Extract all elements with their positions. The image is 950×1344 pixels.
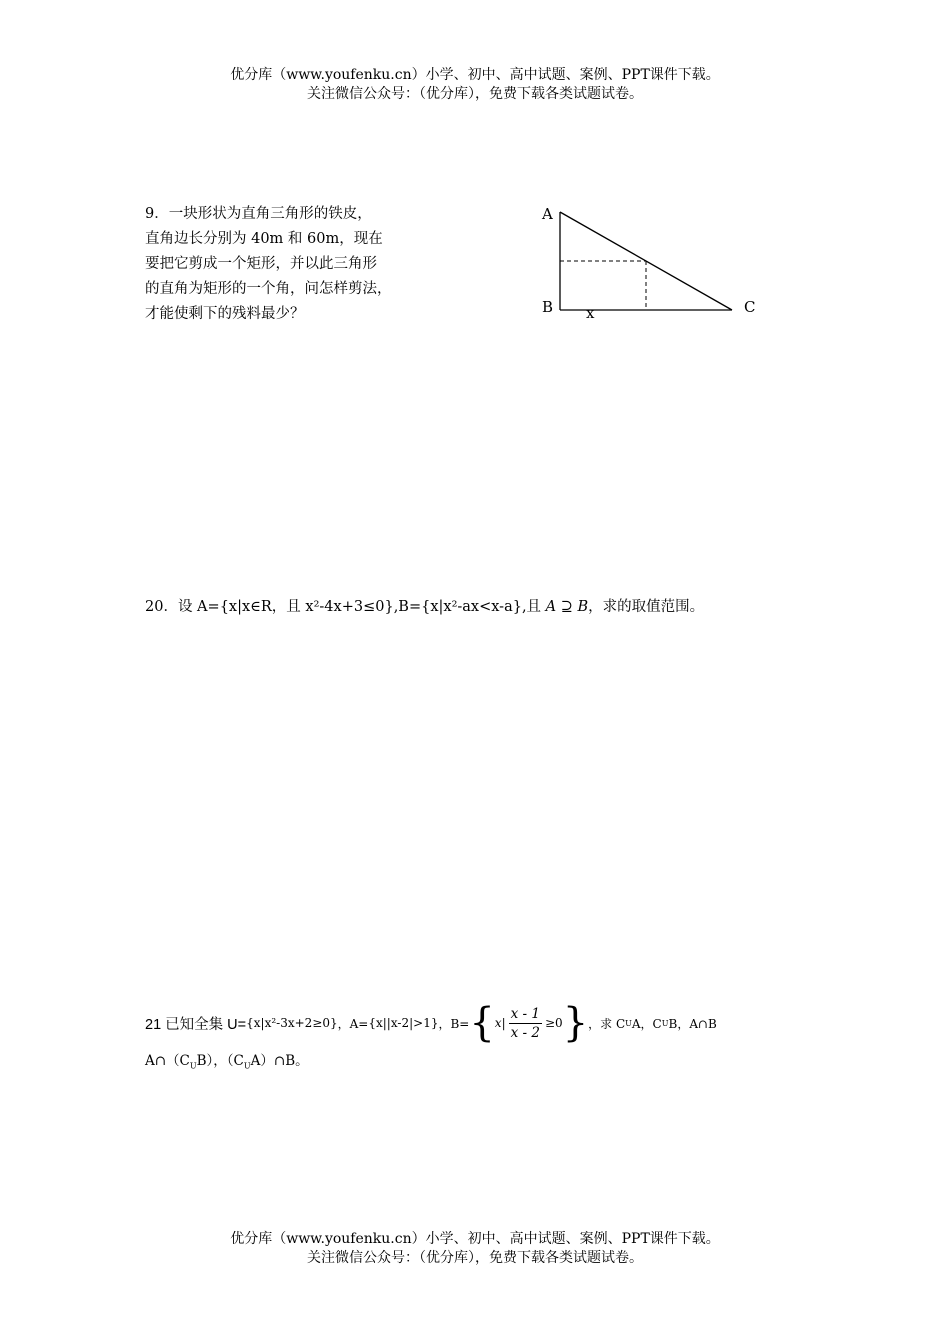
q21-sub-u-4: U bbox=[243, 1061, 251, 1071]
label-c: C bbox=[744, 298, 756, 316]
q21-sub-u-1: U bbox=[625, 1018, 632, 1028]
q9-line-3: 要把它剪成一个矩形，并以此三角形 bbox=[145, 256, 377, 272]
q20-relation: A ⊇ B bbox=[545, 599, 589, 615]
q9-line-5: 才能使剩下的残料最少？ bbox=[145, 306, 305, 322]
q21-set-a: {x||x-2|>1} bbox=[368, 1016, 439, 1030]
footer-line-2: 关注微信公众号：（优分库），免费下载各类试题试卷。 bbox=[307, 1250, 643, 1266]
q21-brace-close: } bbox=[562, 1000, 589, 1046]
q21-line1-end: B，A∩B bbox=[668, 1016, 717, 1031]
q21-sub-u-3: U bbox=[189, 1061, 197, 1071]
q21-frac-denominator: x - 2 bbox=[510, 1024, 540, 1041]
q20-mid: ,B= bbox=[393, 599, 422, 615]
q21-line2-start: A∩（C bbox=[145, 1053, 190, 1069]
q21-line1-tail: A，C bbox=[631, 1016, 662, 1031]
q20-prefix: 20．设 A= bbox=[145, 599, 220, 615]
q21-x-var: x bbox=[494, 1016, 502, 1030]
page-header bbox=[0, 66, 950, 104]
q21-set-u: {x|x²-3x+2≥0} bbox=[246, 1016, 338, 1030]
q9-line-2: 直角边长分别为 40m 和 60m，现在 bbox=[145, 231, 383, 247]
q21-frac-numerator: x - 1 bbox=[510, 1005, 540, 1022]
q21-brace-open: { bbox=[469, 1000, 495, 1046]
q21-sub-u-2: U bbox=[661, 1018, 669, 1028]
q21-ineq: ≥0 bbox=[544, 1016, 563, 1030]
question-20 bbox=[145, 596, 704, 618]
label-b: B bbox=[542, 298, 554, 316]
q21-set-a-pre: ，A= bbox=[337, 1016, 369, 1031]
header-line-1: 优分库（www.youfenku.cn）小学、初中、高中试题、案例、PPT课件下载。 bbox=[230, 67, 720, 83]
triangle-diagram bbox=[530, 200, 770, 330]
question-9-text bbox=[145, 202, 445, 327]
q21-line2-mid: B），（C bbox=[196, 1053, 244, 1069]
question-21-line-2 bbox=[145, 1049, 309, 1071]
q21-tail: ，求 C bbox=[588, 1016, 626, 1031]
label-x: x bbox=[586, 304, 595, 322]
q20-set-b: {x|x²-ax<x-a} bbox=[421, 599, 522, 615]
triangle-figure bbox=[530, 200, 770, 334]
q21-prefix: 21 已知全集 U= bbox=[145, 1016, 247, 1033]
q21-line2-end: A）∩B。 bbox=[250, 1053, 309, 1069]
q20-cond: ,且 bbox=[521, 599, 546, 615]
q20-set-a: {x|x∈R，且 x²-4x+3≤0} bbox=[219, 599, 394, 615]
q21-fraction bbox=[509, 1006, 542, 1041]
footer-line-1: 优分库（www.youfenku.cn）小学、初中、高中试题、案例、PPT课件下载。 bbox=[230, 1231, 720, 1247]
header-line-2: 关注微信公众号：（优分库），免费下载各类试题试卷。 bbox=[307, 86, 643, 102]
q21-set-b-pre: ，B= bbox=[438, 1016, 470, 1031]
q20-suffix: ，求的取值范围。 bbox=[588, 599, 705, 615]
question-21-line-1: 21 已知全集 U= {x|x²-3x+2≥0} ，A= {x||x-2|>1} ，B= { x | $\frac{x - 1}{x - 2}$ ≥0 } ，求 C U A，C U B，A∩B bbox=[145, 1000, 717, 1046]
page-footer bbox=[0, 1230, 950, 1268]
label-a: A bbox=[542, 205, 553, 223]
q9-line-1: 9．一块形状为直角三角形的铁皮， bbox=[145, 206, 372, 222]
q9-line-4: 的直角为矩形的一个角，问怎样剪法， bbox=[145, 281, 392, 297]
